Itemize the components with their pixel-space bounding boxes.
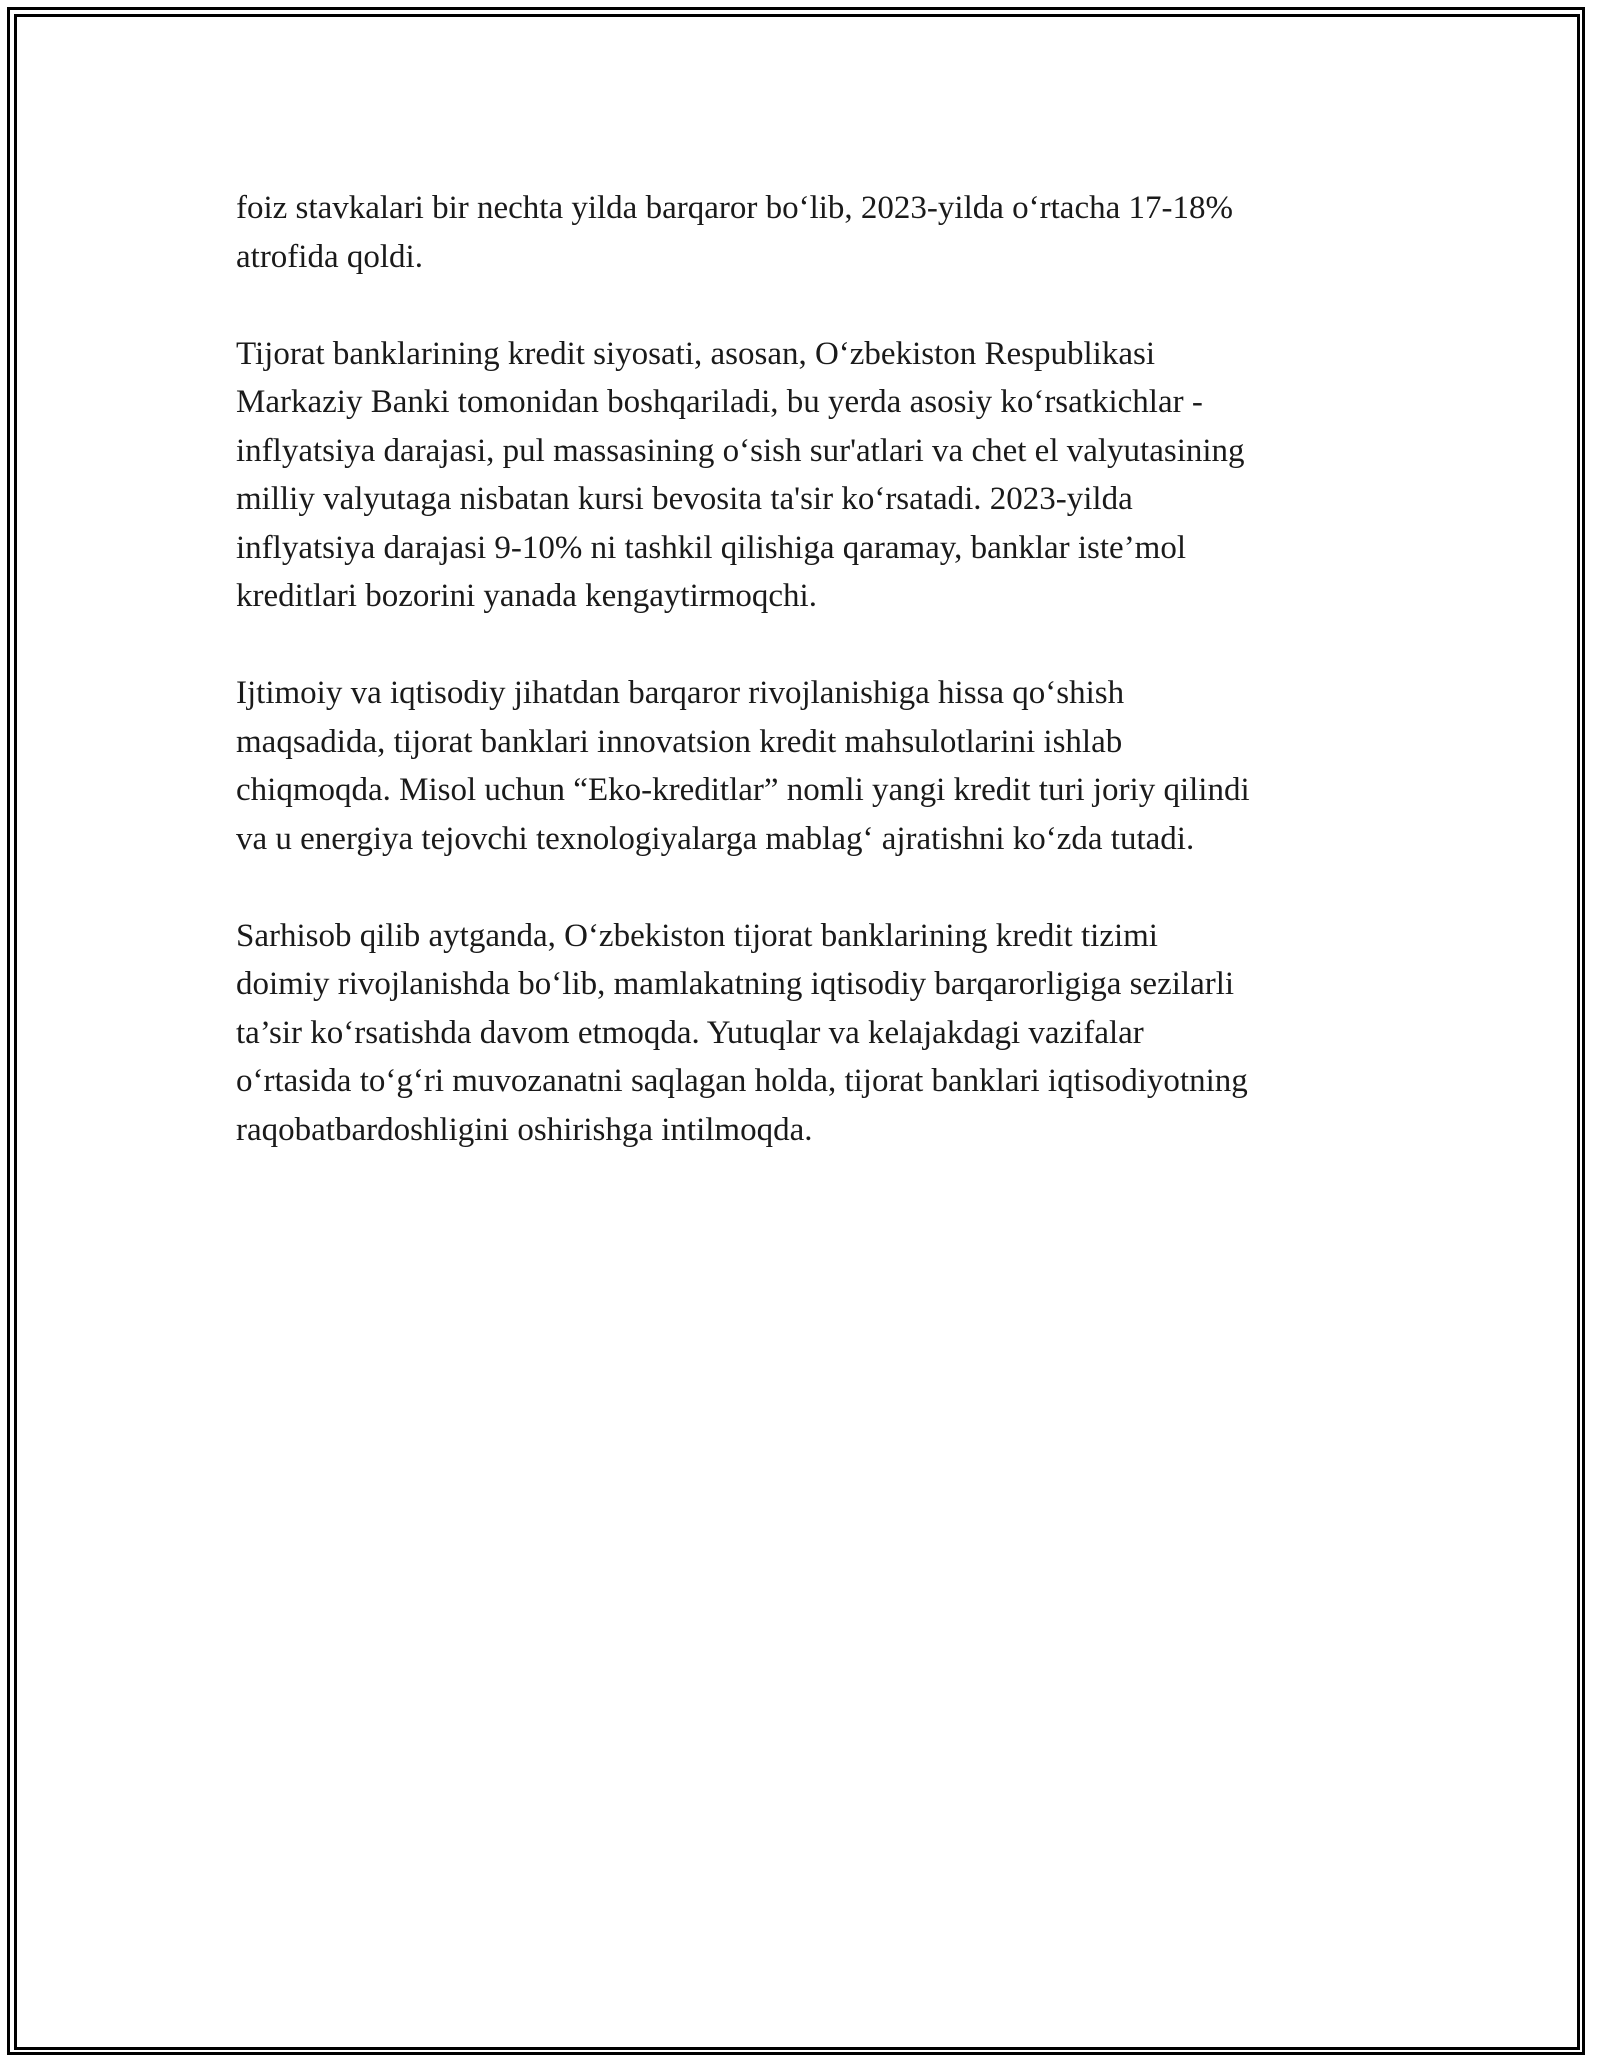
text-line: milliy valyutaga nisbatan kursi bevosita ta'sir ko‘rsatadi. 2023-yilda — [236, 481, 1133, 517]
text-line: inflyatsiya darajasi 9-10% ni tashkil qilishiga qaramay, banklar iste’mol — [236, 529, 1187, 566]
text-line: o‘rtasida to‘g‘ri muvozanatni saqlagan holda, tijorat banklari iqtisodiyotning — [236, 1063, 1248, 1099]
text-line: chiqmoqda. Misol uchun “Eko-kreditlar” nomli yangi kredit turi joriy qilindi — [236, 772, 1250, 808]
text-line: Sarhisob qilib aytganda, O‘zbekiston tijorat banklarining kredit tizimi — [236, 917, 1158, 954]
text-line: inflyatsiya darajasi, pul massasining o‘sish sur'atlari va chet el valyutasining — [236, 432, 1245, 469]
paragraph-4 — [236, 912, 1386, 1155]
text-line: atrofida qoldi. — [236, 238, 423, 275]
document-body — [236, 184, 1386, 1203]
text-line: Markaziy Banki tomonidan boshqariladi, bu yerda asosiy ko‘rsatkichlar - — [236, 384, 1203, 420]
text-line: ta’sir ko‘rsatishda davom etmoqda. Yutuqlar va kelajakdagi vazifalar — [236, 1014, 1144, 1051]
paragraph-2 — [236, 330, 1386, 621]
text-line: Ijtimoiy va iqtisodiy jihatdan barqaror rivojlanishiga hissa qo‘shish — [236, 675, 1125, 711]
text-line: Tijorat banklarining kredit siyosati, asosan, O‘zbekiston Respublikasi — [236, 335, 1156, 372]
paragraph-1 — [236, 184, 1386, 281]
text-line: va u energiya tejovchi texnologiyalarga mablag‘ ajratishni ko‘zda tutadi. — [236, 820, 1195, 857]
paragraph-3 — [236, 669, 1386, 863]
text-line: maqsadida, tijorat banklari innovatsion kredit mahsulotlarini ishlab — [236, 723, 1123, 760]
text-line: kreditlari bozorini yanada kengaytirmoqchi. — [236, 578, 817, 614]
text-line: raqobatbardoshligini oshirishga intilmoqda. — [236, 1111, 813, 1148]
text-line: foiz stavkalari bir nechta yilda barqaror bo‘lib, 2023-yilda o‘rtacha 17-18% — [236, 190, 1233, 226]
text-line: doimiy rivojlanishda bo‘lib, mamlakatning iqtisodiy barqarorligiga sezilarli — [236, 966, 1235, 1002]
